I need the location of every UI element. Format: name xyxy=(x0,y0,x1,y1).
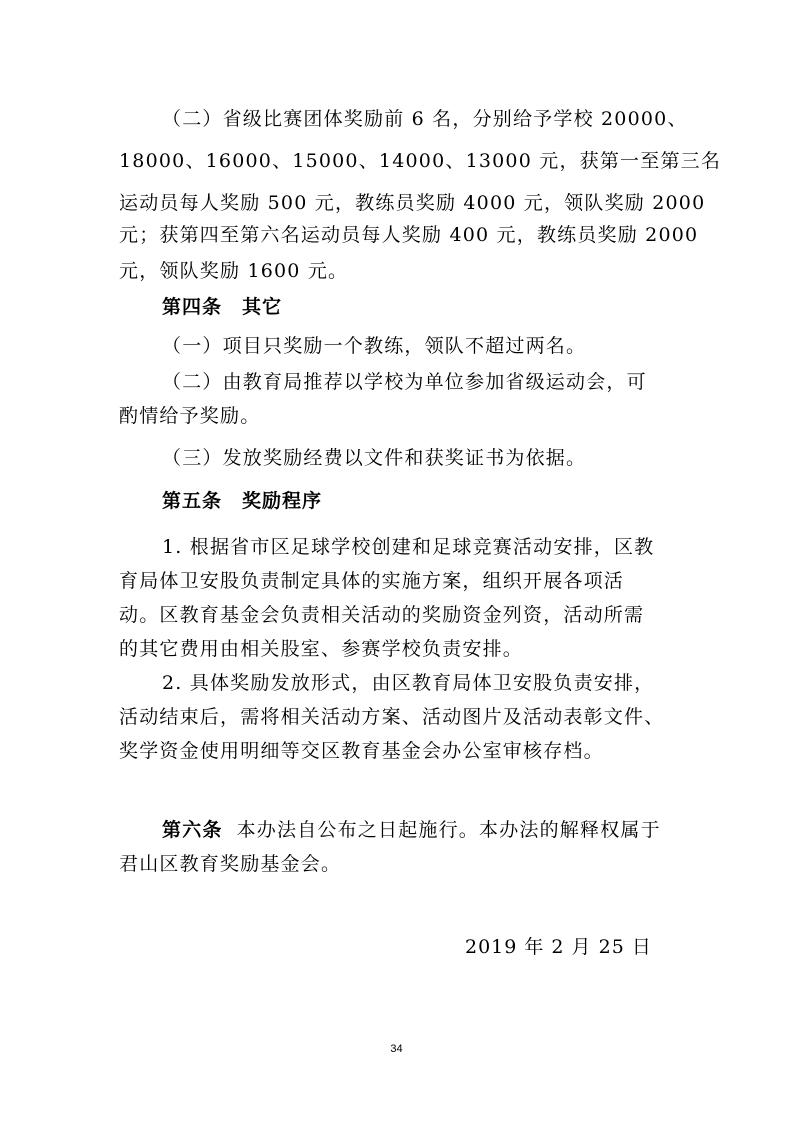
article5-heading-number: 第五条 xyxy=(162,490,223,512)
article6-line-2: 君山区教育奖励基金会。 xyxy=(119,853,342,875)
article5-heading xyxy=(162,489,322,513)
document-date: 2019 年 2 月 25 日 xyxy=(465,936,652,958)
article5-paragraph2-line-3: 奖学资金使用明细等交区教育基金会办公室审核存档。 xyxy=(119,740,604,762)
article5-paragraph1-line-4: 的其它费用由相关股室、参赛学校负责安排。 xyxy=(119,638,524,660)
article4-item-1: （一）项目只奖励一个教练，领队不超过两名。 xyxy=(162,335,587,357)
article3-item2-line-2: 18000、16000、15000、14000、13000 元，获第一至第三名 xyxy=(119,150,722,172)
article3-item2-line-5: 元，领队奖励 1600 元。 xyxy=(119,260,349,282)
article5-paragraph2-line-2: 活动结束后，需将相关活动方案、活动图片及活动表彰文件、 xyxy=(119,706,665,728)
article4-heading-title: 其它 xyxy=(242,296,283,318)
article5-paragraph1-line-3: 动。区教育基金会负责相关活动的奖励资金列资，活动所需 xyxy=(119,604,645,626)
article5-paragraph1-line-1: 1. 根据省市区足球学校创建和足球竞赛活动安排，区教 xyxy=(162,536,655,558)
article4-item-2-line-2: 酌情给予奖励。 xyxy=(119,405,261,427)
article5-heading-title: 奖励程序 xyxy=(242,490,323,512)
article3-item2-line-3: 运动员每人奖励 500 元，教练员奖励 4000 元，领队奖励 2000 xyxy=(119,192,706,214)
article6-heading-number: 第六条 xyxy=(162,819,223,841)
article5-paragraph2-line-1: 2. 具体奖励发放形式，由区教育局体卫安股负责安排， xyxy=(162,672,655,694)
article3-item2-line-4: 元；获第四至第六名运动员每人奖励 400 元，教练员奖励 2000 xyxy=(119,224,699,246)
article3-item2-line-1: （二）省级比赛团体奖励前 6 名，分别给予学校 20000、 xyxy=(162,108,688,130)
page-number: 34 xyxy=(390,1043,403,1055)
article4-item-2-line-1: （二）由教育局推荐以学校为单位参加省级运动会，可 xyxy=(162,371,647,393)
article4-heading-number: 第四条 xyxy=(162,296,223,318)
article6-line-1 xyxy=(162,818,661,842)
article4-item-3: （三）发放奖励经费以文件和获奖证书为依据。 xyxy=(162,447,587,469)
article5-paragraph1-line-2: 育局体卫安股负责制定具体的实施方案，组织开展各项活 xyxy=(119,570,625,592)
article6-text-line-1: 本办法自公布之日起施行。本办法的解释权属于 xyxy=(236,819,661,841)
article4-heading xyxy=(162,295,282,319)
